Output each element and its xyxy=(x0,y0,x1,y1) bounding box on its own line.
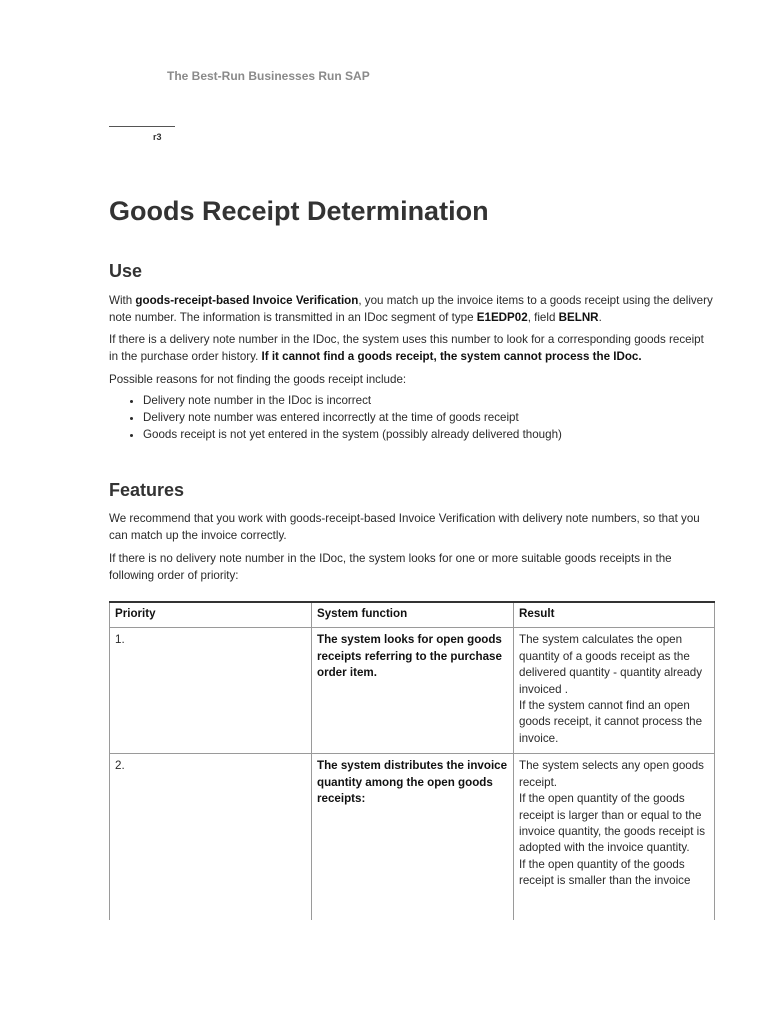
text: With xyxy=(109,294,136,307)
text: . xyxy=(598,311,602,324)
column-header-system-function: System function xyxy=(312,602,514,628)
use-heading: Use xyxy=(109,261,143,281)
features-heading: Features xyxy=(109,480,185,500)
header-divider xyxy=(109,126,175,127)
function-cell: The system looks for open goods receipts referring to the purchase order item. xyxy=(312,628,514,754)
priority-cell: 2. xyxy=(110,754,312,921)
result-line: If the open quantity of the goods receipt is larger than or equal to the invoice quantity, the goods receipt is adopted with the invoice quantity. xyxy=(519,792,706,855)
result-line: The system selects any open goods receipt. xyxy=(519,759,704,789)
document-body xyxy=(109,192,715,920)
result-cell xyxy=(514,628,715,754)
table-header-row xyxy=(110,602,715,628)
priority-table xyxy=(109,601,715,920)
release-label: r3 xyxy=(153,132,162,142)
use-paragraph-2 xyxy=(109,331,715,365)
column-header-priority: Priority xyxy=(110,602,312,628)
result-line: If the open quantity of the goods receipt is smaller than the invoice xyxy=(519,857,691,888)
field-name: BELNR xyxy=(558,311,599,324)
use-paragraph-3: Possible reasons for not finding the goods receipt include: xyxy=(109,373,407,386)
column-header-result: Result xyxy=(514,602,715,628)
list-item: • Goods receipt is not yet entered in the system (possibly already delivered though) xyxy=(143,426,715,443)
list-item: • Delivery note number was entered incorrectly at the time of goods receipt xyxy=(143,409,715,426)
result-line: The system calculates the open quantity of a goods receipt as the delivered quantity - quantity already invoiced . xyxy=(519,633,703,696)
text: , field xyxy=(527,311,559,324)
result-line: If the system cannot find an open goods receipt, it cannot process the invoice. xyxy=(519,699,703,745)
table-row xyxy=(110,628,715,754)
segment-name: E1EDP02 xyxy=(476,311,528,324)
features-paragraph-1: We recommend that you work with goods-receipt-based Invoice Verification with delivery note numbers, so that you can match up the invoice correctly. xyxy=(109,512,700,542)
result-cell xyxy=(514,754,715,921)
table-row xyxy=(110,754,715,921)
features-paragraph-2: If there is no delivery note number in the IDoc, the system looks for one or more suitable goods receipts in the following order of priority: xyxy=(109,552,672,582)
list-item: • Delivery note number in the IDoc is incorrect xyxy=(143,392,715,409)
bold-warning: If it cannot find a goods receipt, the system cannot process the IDoc. xyxy=(261,350,642,363)
reasons-list xyxy=(109,392,715,443)
text: If there is a delivery note number in the IDoc, the system uses this number to look for a corresponding goods receipt in the purchase order history. xyxy=(109,333,704,363)
use-paragraph-1 xyxy=(109,292,715,326)
brand-tagline: The Best-Run Businesses Run SAP xyxy=(167,69,370,83)
text: , you match up the invoice items to a goods receipt using the delivery note number. The information is transmitted in an IDoc segment of type xyxy=(109,294,713,324)
priority-cell: 1. xyxy=(110,628,312,754)
bold-term: goods-receipt-based Invoice Verification xyxy=(135,294,359,307)
function-cell: The system distributes the invoice quantity among the open goods receipts: xyxy=(312,754,514,921)
page-title: Goods Receipt Determination xyxy=(109,196,489,226)
